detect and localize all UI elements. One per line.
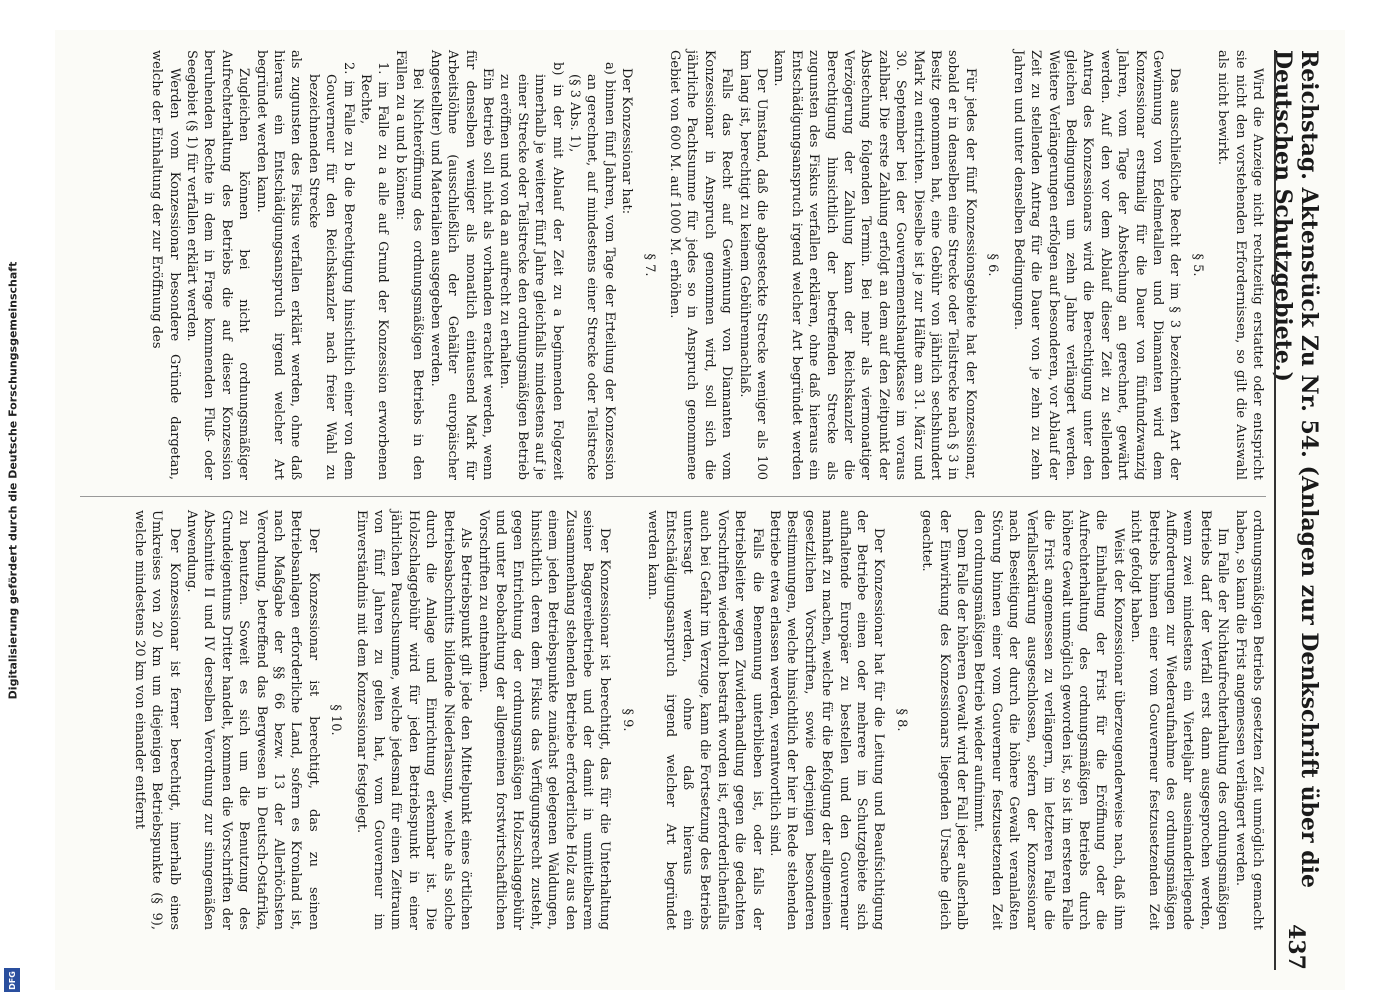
paragraph: Zugleichen können bei nicht ordnungsmäßiger Aufrechterhaltung des Betriebs die auf dieser Konzession beruhenden Rechte in dem in Frage kommenden Fluß- oder Seegebiet (§ 1) für verfallen erklärt werden.: [184, 50, 252, 480]
paragraph: Der Konzessionar ist ferner berechtigt, innerhalb eines Umkreises von 20 km um diejenigen Betriebspunkte (§ 9), welche mindestens 20 km von einander entfernt: [131, 510, 182, 930]
paragraph: Der Konzessionar hat für die Leitung und Beaufsichtigung der Betriebe einen oder mehrere im Schutzgebiete sich aufhaltende Europäer zu bestellen und den Gouverneur namhaft zu machen, welche für die Befolgung der allgemeinen gesetzlichen Vorschriften, sowie derjenigen besonderen Bestimmungen, welche hinsichtlich der hier in Rede stehenden Betriebe etwa erlassen werden, verantwortlich sind.: [767, 510, 887, 930]
paragraph: Der Konzessionar hat:: [619, 68, 635, 215]
paragraph: Das ausschließliche Recht der im § 3 bezeichneten Art der Gewinnung von Edelmetallen und Diamanten wird dem Konzessionar erstmalig für die Dauer von fünfundzwanzig Jahren, vom Tage der Abstechung an gerechnet, gewährt werden. Auf den vor dem Ablauf dieser Zeit zu stellenden Antrag des Konzessionars wird die Berechtigung unter den gleichen Bedingungen um zehn Jahre verlängert werden. Weitere Verlängerungen erfolgen auf besonderen, vor Ablauf der Zeit zu stellenden Antrag für die Dauer von je zehn zu zehn Jahren und unter denselben Bedingungen.: [1010, 50, 1183, 480]
paragraph: ordnungsmäßigen Betriebs gesetzten Zeit unmöglich gemacht haben, so kann die Frist angemessen verlängert werden.: [1232, 510, 1265, 930]
paragraph: Dem Falle der höheren Gewalt wird der Fall jeder außerhalb der Einwirkung des Konzessionars liegenden Ursache gleich geachtet.: [919, 510, 970, 930]
list-item: 1. im Falle zu a alle auf Grund der Konzession erworbenen Rechte,: [358, 62, 391, 480]
paragraph: als zugunsten des Fiskus verfallen erklärt werden, ohne daß hieraus ein Entschädigungsanspruch irgend welcher Art begründet werden kann.: [253, 50, 304, 480]
paragraph: Für jedes der fünf Konzessionsgebiete hat der Konzessionar, sobald er in denselben eine Strecke oder Teilstrecke nach § 3 in Besitz genommen hat, eine Gebühr von jährlich sechshundert Mark zu entrichten. Dieselbe ist je zur Hälfte am 31. März und 30. September bei der Gouvernementshauptkasse im voraus zahlbar. Die erste Zahlung erfolgt an dem auf den Zeitpunkt der Abstechung folgenden Termin. Bei mehr als viermonatiger Verzögerung der Zahlung kann der Reichskanzler die Berechtigung hinsichtlich der betreffenden Strecke als zugunsten des Fiskus verfallen erklären, ohne daß hieraus ein Entschädigungsanspruch irgend welcher Art begründet werden kann.: [771, 50, 978, 480]
digitization-credit-text: Digitalisierung gefördert durch die Deutsche Forschungsgemeinschaft: [6, 261, 20, 699]
paragraph: Bei Nichteröffnung des ordnungsmäßigen Betriebs in den Fällen zu a und b können:: [392, 50, 426, 480]
paragraph: Werden vom Konzessionar besondere Gründe dargetan, welche der Einhaltung der zur Eröffnung des: [149, 50, 182, 480]
right-column: [80, 510, 1266, 930]
left-column: [80, 50, 1266, 480]
scanned-page: [55, 30, 1345, 990]
list-item: a) binnen fünf Jahren, vom Tage der Erteilung der Konzession an gerechnet, auf mindestens einer Strecke oder Teilstrecke (§ 3 Abs. 1),: [566, 62, 617, 480]
paragraph: Als Betriebspunkt gilt jede den Mittelpunkt eines örtlichen Betriebsabschnitts bildende Niederlassung, welche als solche durch die Anlage und Einrichtung erkennbar ist. Die Holzschlaggebühr wird für jeden Betriebspunkt in einer jährlichen Pauschsumme, welche jedesmal für einen Zeitraum von fünf Jahren zu gelten hat, vom Gouverneur im Einverständnis mit dem Konzessionar festgelegt.: [353, 510, 474, 930]
paragraph: Falls die Benennung unterblieben ist, oder falls der Betriebsleiter wegen Zuwiderhandlung gegen die gedachten Vorschriften wiederholt bestraft worden ist, erforderlichenfalls auch bei Gefahr im Verzuge, kann die Fortsetzung des Betriebs untersagt werden, ohne daß hieraus ein Entschädigungsanspruch irgend welcher Art begründet werden kann.: [645, 510, 765, 930]
paragraph: Der Konzessionar ist berechtigt, das zu seinen Betriebsanlagen erforderliche Land, sofern es Kronland ist, nach Maßgabe der §§ 66 bezw. 13 der Allerhöchsten Verordnung, betreffend das Bergwesen in Deutsch-Ostafrika, zu benutzen. Soweit es sich um die Benutzung des Grundeigentums Dritter handelt, kommen die Vorschriften der Abschnitte II und IV derselben Verordnung zur sinngemäßen Anwendung.: [184, 510, 321, 930]
section-heading: § 7.: [641, 253, 657, 277]
section-heading: § 8.: [893, 708, 909, 732]
page-header: [1270, 50, 1322, 970]
section-heading: § 10.: [328, 704, 344, 736]
page-content: [80, 50, 1320, 970]
page-number: 437: [1283, 924, 1309, 970]
column-divider: [80, 496, 1266, 497]
list-item: b) in der mit Ablauf der Zeit zu a beginnenden Folgezeit innerhalb je weiterer fünf Jahre gleichfalls mindestens auf je einer Strecke oder Teilstrecke den ordnungsmäßigen Betrieb zu eröffnen und von da an aufrecht zu erhalten.: [497, 62, 565, 480]
paragraph: Im Falle der Nichtaufrechterhaltung des ordnungsmäßigen Betriebs darf der Verfall erst dann ausgesprochen werden, wenn zwei mindestens ein Vierteljahr auseinanderliegende Aufforderungen zur Wiederaufnahme des ordnungsmäßigen Betriebs binnen einer vom Gouverneur festzusetzenden Zeit nicht gefolgt haben.: [1128, 510, 1231, 930]
digitization-credit: [2, 150, 24, 810]
dfg-logo-text: DFG: [7, 970, 17, 990]
paragraph: Der Umstand, daß die abgesteckte Strecke weniger als 100 km lang ist, berechtigt zu keinem Gebührennachlaß.: [736, 50, 770, 480]
list-item: 2. im Falle zu b die Berechtigung hinsichtlich einer von dem Gouverneur für den Reichskanzler nach freier Wahl zu bezeichnenden Strecke: [305, 62, 356, 480]
paragraph: Weist der Konzessionar überzeugenderweise nach, daß ihm die Einhaltung der Frist für die Eröffnung oder die Aufrechterhaltung des ordnungsmäßigen Betriebs durch höhere Gewalt unmöglich geworden ist, so ist im ersteren Falle die Frist angemessen zu verlängern, im letzteren Falle die Verfallserklärung ausgeschlossen, sofern der Konzessionar nach Beseitigung der durch die höhere Gewalt veranlaßten Störung binnen einer vom Gouverneur festzusetzenden Zeit den ordnungsmäßigen Betrieb wieder aufnimmt.: [971, 510, 1126, 930]
dfg-logo: [4, 968, 20, 992]
header-rule: [1274, 50, 1276, 970]
section-heading: § 6.: [985, 253, 1001, 277]
paragraph: Wird die Anzeige nicht rechtzeitig erstattet oder entspricht sie nicht den vorstehenden Erfordernissen, so gilt die Auswahl als nicht bewirkt.: [1215, 50, 1265, 480]
section-heading: § 9.: [619, 708, 635, 732]
running-title: Reichstag. Aktenstück Zu Nr. 54. (Anlagen zur Denkschrift über die Deutschen Schutzgebiete.): [1270, 50, 1322, 889]
paragraph: Falls das Recht auf Gewinnung von Diamanten vom Konzessionar in Anspruch genommen wird, soll sich die jährliche Pachtsumme für jedes so in Anspruch genommene Gebiet von 600 M. auf 1000 M. erhöhen.: [667, 50, 735, 480]
paragraph: Der Konzessionar ist berechtigt, das für die Unterhaltung seiner Baggereibetriebe und der damit in unmittelbarem Zusammenhang stehenden Betriebe erforderliche Holz aus den einem jeden Betriebspunkte zunächst gelegenen Waldungen, hinsichtlich deren dem Fiskus das Verfügungsrecht zusteht, gegen Entrichtung der ordnungsmäßigen Holzschlaggebühr und unter Beobachtung der allgemeinen forstwirtschaftlichen Vorschriften zu entnehmen.: [475, 510, 613, 930]
paragraph: Ein Betrieb soll nicht als vorhanden erachtet werden, wenn für denselben weniger als monatlich eintausend Mark für Arbeitslöhne (ausschließlich der Gehälter europäischer Angestellter) und Materialien ausgegeben werden.: [427, 50, 495, 480]
section-heading: § 5.: [1189, 253, 1205, 277]
